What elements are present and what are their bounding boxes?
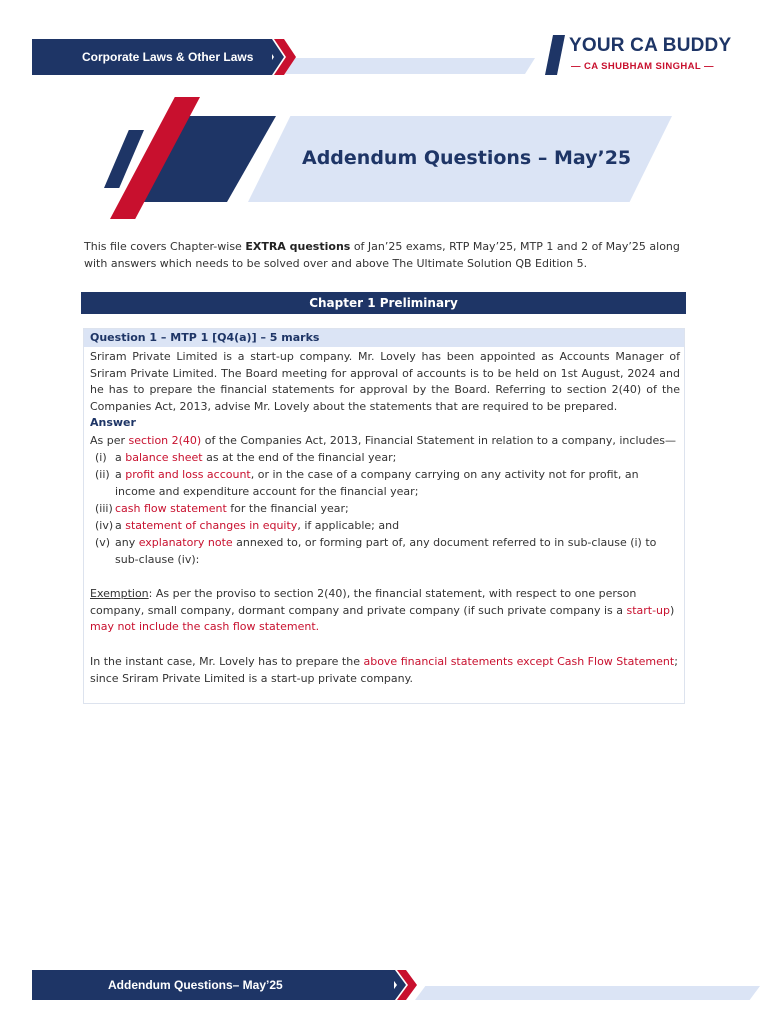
footer-chevron-icon [386, 970, 420, 1000]
header-chevron-icon [262, 39, 298, 75]
footer-accent-stripe [415, 986, 760, 1000]
conclusion-paragraph: In the instant case, Mr. Lovely has to prepare the above financial statements except Cash Flow Statement; since Sriram Private Limited is a start-up private company. [90, 655, 678, 685]
header-section-title: Corporate Laws & Other Laws [82, 50, 254, 64]
list-item: (v) any explanatory note annexed to, or forming part of, any document referred to in sub-clause (i) to sub-clause (iv): [95, 536, 657, 566]
logo-title: YOUR CA BUDDY [569, 35, 732, 56]
logo-slash-icon [545, 35, 565, 75]
list-item: (i) a balance sheet as at the end of the financial year; [95, 451, 397, 464]
question-text: Sriram Private Limited is a start-up company. Mr. Lovely has been appointed as Accounts Manager of Sriram Private Limited. The Board meeting for approval of accounts is to be held on 1st August, 2024 and he has to prepare the financial statements for approval by the Board. Referring to section 2(40) of the Companies Act, 2013, advise Mr. Lovely about the statements that are required to be prepared. [90, 350, 680, 414]
question-title: Question 1 – MTP 1 [Q4(a)] – 5 marks [90, 331, 320, 344]
chapter-heading: Chapter 1 Preliminary [81, 292, 686, 314]
list-item: (iv) a statement of changes in equity, if applicable; and [95, 519, 400, 532]
logo-subtitle: — CA SHUBHAM SINGHAL — [571, 61, 714, 72]
answer-intro: As per section 2(40) of the Companies Act, 2013, Financial Statement in relation to a company, includes— [90, 434, 676, 447]
header-accent-stripe [285, 58, 535, 74]
list-item: (iii) cash flow statement for the financial year; [95, 502, 349, 515]
answer-label: Answer [90, 416, 136, 429]
page-title: Addendum Questions – May’25 [302, 147, 632, 169]
intro-paragraph: This file covers Chapter-wise EXTRA questions of Jan’25 exams, RTP May’25, MTP 1 and 2 of May’25 along with answers which needs to be solved over and above The Ultimate Solution QB Edition 5. [84, 240, 680, 270]
footer-title: Addendum Questions– May’25 [108, 978, 283, 992]
exemption-paragraph: Exemption: As per the proviso to section 2(40), the financial statement, with respect to one person company, small company, dormant company and private company (if such private company is a start-up) may not include the cash flow statement. [90, 587, 675, 634]
list-item: (ii) a profit and loss account, or in the case of a company carrying on any activity not for profit, an income and expenditure account for the financial year; [95, 468, 639, 498]
